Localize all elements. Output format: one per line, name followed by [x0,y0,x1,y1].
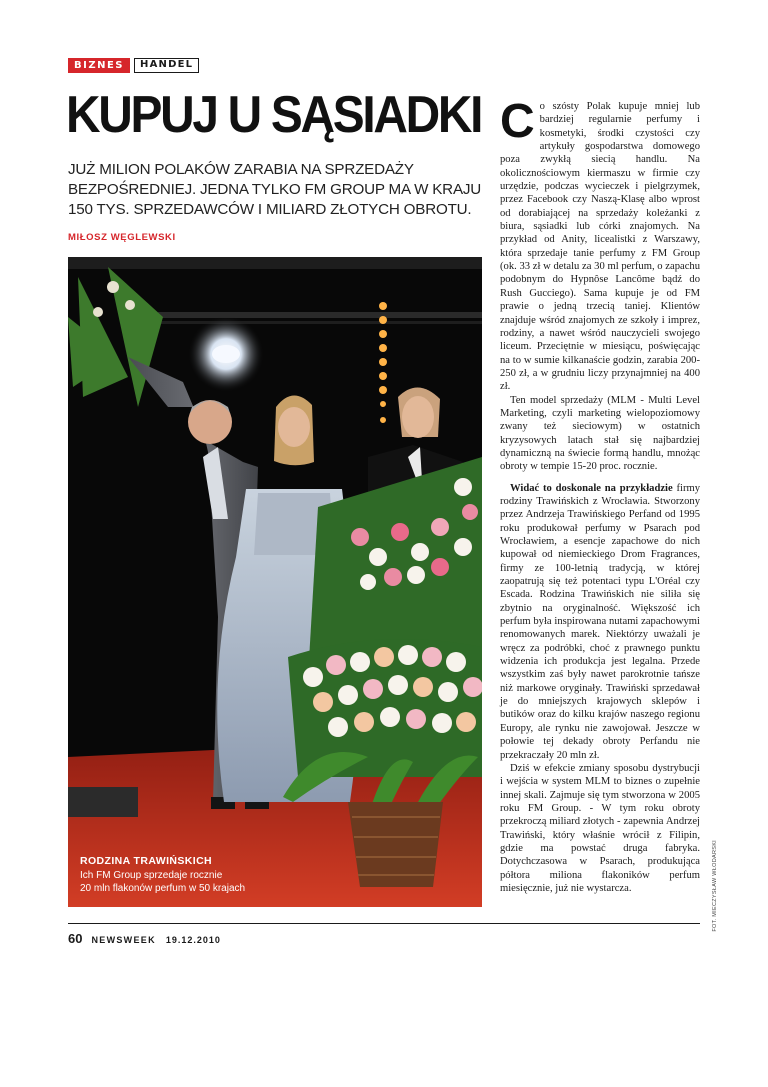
article-lead [68,160,488,220]
paragraph-text: firmy rodziny Trawińskich z Wrocławia. Stworzony przez Andrzeja Trawińskiego Perfand od 1995 roku produkował perfumy w Psarach pod Wrocławiem, a esencje zapachowe do nich kupował od niemieckiego Drom Fragrances, firmy ze 100-letnią tradycją, w której zaopatrują się też potentaci typu L'Oréal czy Escada. Rodzina Trawińskich nie siliła się zbytnio na oryginalność. Większość ich perfum była inspirowana nutami zapachowymi renomowanych marek. Niektórzy uważali je wręcz za podróbki, choć z prawnego punktu widzenia ich produkcja jest legalna. Przede wszystkim zaś były nawet parokrotnie tańsze niż markowe oryginały. Trawiński sprzedawał je do mniejszych krajowych sklepów i butików oraz do kilku krajów naszego regionu Europy, ale rynku nie zawojował. Jeszcze w połowie tej dekady obroty Perfandu nie przekraczały 20 mln zł. [500,482,701,761]
article-headline: KUPUJ U SĄSIADKI [66,86,482,144]
body-paragraph: Ten model sprzedaży (MLM - Multi Level Marketing, czyli marketing wielopoziomowy zwany też sieciowym) w ostatnich kryzysowych latach stał się najbardziej dynamiczną na świecie formą handlu, mnożąc obroty w tempie 15-20 proc. rocznie. [500,394,700,473]
stage-photo-illustration [68,257,482,907]
caption-line: 20 mln flakonów perfum w 50 krajach [80,883,246,894]
body-paragraph [500,95,700,394]
caption-line: Ich FM Group sprzedaje rocznie [80,870,223,881]
body-paragraph: Dziś w efekcie zmiany sposobu dystrybucji i wejścia w system MLM to biznes o zupełnie innej skali. Zajmuje się tym stworzona w 2005 roku FM Group. - W tym roku obroty przekroczą miliard złotych - zapewnia Andrzej Trawiński, który właśnie wrócił z Filipin, gdzie ma powstać druga fabryka. Dotychczasowa w Psarach, produkująca półtora miliona flakoników perfum miesięcznie, już nie wystarcza. [500,762,700,894]
page-footer [68,931,221,946]
article-photo [68,257,482,907]
photo-credit: FOT. MIECZYSŁAW WŁODARSKI [712,840,718,932]
page-number: 60 [68,931,83,946]
section-tags [68,58,199,73]
section-tag-handel[interactable]: HANDEL [134,58,199,73]
magazine-name: NEWSWEEK [91,935,156,945]
footer-rule [68,923,700,924]
photo-caption [80,855,245,895]
issue-date: 19.12.2010 [165,935,221,945]
caption-title: RODZINA TRAWIŃSKICH [80,855,213,867]
article-body [500,95,701,895]
lead-line: 150 TYS. SPRZEDAWCÓW I MILIARD ZŁOTYCH OBROTU. [68,201,472,218]
paragraph-text: o szósty Polak kupuje mniej lub bardziej regularnie perfumy i kosmetyki, środki czystości czy artykuły gospodarstwa domowego poza zwykłą siecią handlu. Na okolicznościowym kiermaszu w firmie czy urzędzie, podczas wycieczek i pielgrzymek, przez Facebook czy Naszą-Klasę albo wprost od dorabiającej na sprzedaży koleżanki z biura, sąsiadki lub córki znajomych. Na przykład od Anity, licealistki z Warszawy, która sprzedaje tanie perfumy z FM Group (ok. 33 zł w detalu za 30 ml perfum, o zapachu podobnym do Hypnôse Lancôme bądź do Rush Gucciego). Sama kupuje je od FM prawie o jedną trzecią taniej. Klientów znajduje wśród znajomych ze szkoły i imprez, rodziny, a nawet wśród nauczycieli swojego liceum. Przeciętnie w miesiącu, poświęcając na to w sumie kilkanaście godzin, zarabia 200-250 zł, a w grudniu liczy przynajmniej na 400 zł. [500,101,700,393]
section-tag-biznes[interactable]: BIZNES [68,58,130,73]
lead-in-bold: Widać to doskonale na przykładzie [510,482,673,494]
drop-cap: C [500,95,535,148]
lead-line: JUŻ MILION POLAKÓW ZARABIA NA SPRZEDAŻY [68,161,414,178]
lead-line: BEZPOŚREDNIEJ. JEDNA TYLKO FM GROUP MA W KRAJU [68,181,482,198]
body-paragraph [500,482,700,762]
author-byline[interactable]: MIŁOSZ WĘGLEWSKI [68,232,176,243]
